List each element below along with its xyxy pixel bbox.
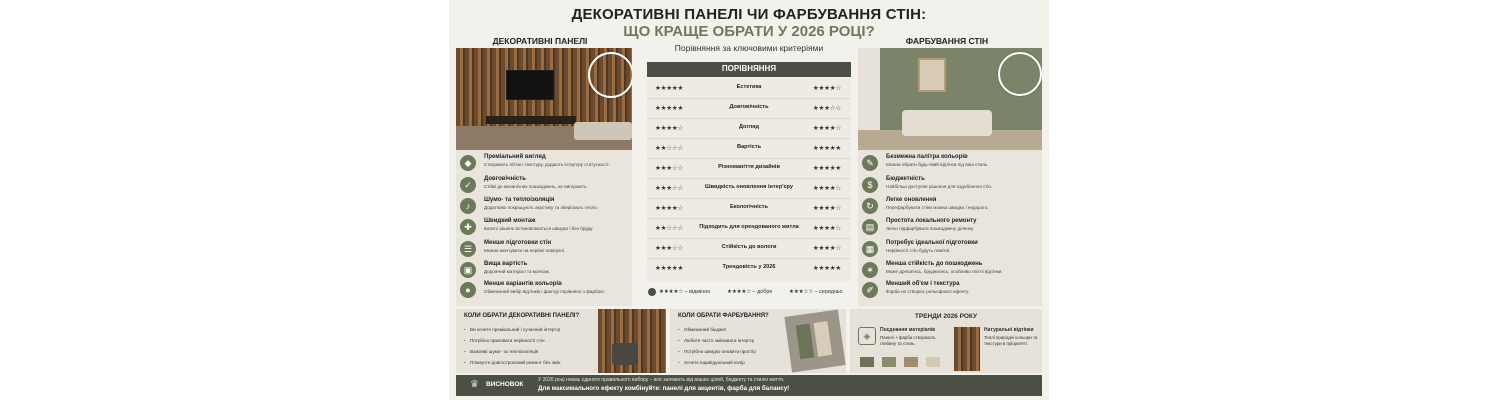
paint-pros-cons-list [858,150,1042,306]
color-swatch [904,357,918,367]
subtitle: Порівняння за ключовими критеріями [674,43,824,53]
list-item: ↻ Легке оновлення Перефарбувати стіни можна швидко і недорого. [862,197,1032,217]
list-item: ▣ Вища вартість Дорожчий матеріал та монтаж. [460,261,630,281]
list-item: ▤ Простота локального ремонту Легко підфарбувати пошкоджену ділянку. [862,218,1032,238]
list-item: ♪ Шумо- та теплоізоляція Додатково покращують акустику та зберігають тепло. [460,197,630,217]
comparison-table [647,78,851,281]
list-item: ✚ Швидкий монтаж Багато рішень встановлюються швидко і без бруду. [460,218,630,238]
comparison-row: ★★☆☆☆ Підходить для орендованого житла ★★★★☆ [647,218,851,239]
trophy-icon: ♛ [470,379,479,390]
comparison-row: ★★★★★ Естетика ★★★★☆ [647,78,851,99]
legend-dot-icon [648,288,656,296]
list-item: ▦ Потребує ідеальної підготовки Нерівності стін будуть помітні. [862,240,1032,260]
list-item: ✓ Довговічність Стійкі до механічних пошкоджень, не вигорають. [460,176,630,196]
comparison-row: ★★★☆☆ Швидкість оновлення інтер'єру ★★★★☆ [647,178,851,199]
clipboard-icon: ▦ [862,241,878,257]
refresh-icon: ↻ [862,198,878,214]
comparison-row: ★★★★☆ Екологічність ★★★★☆ [647,198,851,219]
diamond-icon: ◆ [460,155,476,171]
shield-icon: ✓ [460,177,476,193]
list-item: ● Менше варіантів кольорів Обмежений вибір відтінків і фактур порівняно з фарбою. [460,281,630,301]
paint-texture-circle [998,52,1042,96]
title-line-2: ЩО КРАЩЕ ОБРАТИ У 2026 РОЦІ? [623,23,875,40]
list-item: ✐ Менший об'єм і текстура Фарба не створює рельєфного ефекту. [862,281,1032,301]
list-item: ✶ Менша стійкість до пошкоджень Може дряпатись, бруднитись, особливо світлі відтінки. [862,261,1032,281]
comparison-row: ★★★☆☆ Стійкість до вологи ★★★★☆ [647,238,851,259]
when-panels-card: КОЛИ ОБРАТИ ДЕКОРАТИВНІ ПАНЕЛІ? • Ви хочете преміальний і сучасний інтер'єр • Потрібно приховати нерівності стін • Важливі шумо- та теплоізоляція • Плануєте довгостроковий ремонт без змін [456,309,666,373]
panels-pros-cons-list [456,150,632,306]
tv-shape [506,70,554,100]
roller-icon: ▤ [862,219,878,235]
paint-icon: ✎ [862,155,878,171]
list-item: $ Бюджетність Найбільш доступне рішення для оздоблення стін. [862,176,1032,196]
list-item: ◆ Преміальний вигляд Створюють об'єм і текстуру, додають інтер'єру статусності. [460,154,630,174]
conclusion-bar: ♛ ВИСНОВОК У 2026 році немає єдиного правильного вибору – все залежить від ваших цілей, бюджету та стилю життя. Для максимального ефекту комбінуйте: панелі для акцентів, фарба для балансу! [456,375,1042,396]
crack-icon: ✶ [862,262,878,278]
trend-panel-photo [954,327,980,371]
brush-icon: ✐ [862,282,878,298]
infographic-poster [449,0,1049,400]
panels-room-photo [456,48,632,150]
wall-art-shape [918,58,946,92]
comparison-header: ПОРІВНЯННЯ [647,62,851,77]
panels-chair-photo [598,309,666,373]
painted-room-photo [858,48,1042,150]
left-column-title: ДЕКОРАТИВНІ ПАНЕЛІ [492,36,588,46]
sofa-shape [902,110,992,136]
color-swatch [882,357,896,367]
title-line-1: ДЕКОРАТИВНІ ПАНЕЛІ ЧИ ФАРБУВАННЯ СТІН: [571,6,927,23]
sofa-shape [574,122,632,140]
rating-legend: ★★★★☆ – відмінно ★★★★☆ – добре ★★★☆☆ – середньо [647,288,857,298]
comparison-row: ★★☆☆☆ Вартість ★★★★★ [647,138,851,159]
when-paint-card: КОЛИ ОБРАТИ ФАРБУВАННЯ? • Обмежений бюджет • Любите часто змінювати інтер'єр • Потрібно швидко оновити простір • Хочете індивідуальний колір [670,309,846,373]
wallet-icon: ▣ [460,262,476,278]
list-item: ☰ Менше підготовки стін Можна монтувати на нерівні поверхні. [460,240,630,260]
comparison-row: ★★★★★ Трендовість у 2026 ★★★★★ [655,264,841,272]
trends-card: ТРЕНДИ 2026 РОКУ ◈ Поєднання матеріалів Панелі + фарба створюють глибину та стиль. Натуральні відтінки Теплі природні кольори та текстури в пріоритеті. [850,309,1042,373]
palette-icon: ● [460,282,476,298]
right-column-title: ФАРБУВАННЯ СТІН [905,36,989,46]
list-item: ✎ Безмежна палітра кольорів Можна обрати будь-який відтінок під ваш стиль. [862,154,1032,174]
checklist-icon: ☰ [460,241,476,257]
tv-console-shape [486,116,576,124]
conclusion-label: ВИСНОВОК [486,381,524,388]
color-swatch [860,357,874,367]
color-swatch [926,357,940,367]
comparison-row: ★★★★★ Довговічність ★★★☆☆ [647,98,851,119]
tools-icon: ✚ [460,219,476,235]
layers-icon: ◈ [858,327,876,345]
paint-samples-photo [784,310,845,373]
panel-texture-circle [588,52,632,98]
speaker-icon: ♪ [460,198,476,214]
comparison-row: ★★★☆☆ Різноманіття дизайнів ★★★★★ [647,158,851,179]
comparison-row: ★★★★☆ Догляд ★★★★☆ [647,118,851,139]
coins-icon: $ [862,177,878,193]
